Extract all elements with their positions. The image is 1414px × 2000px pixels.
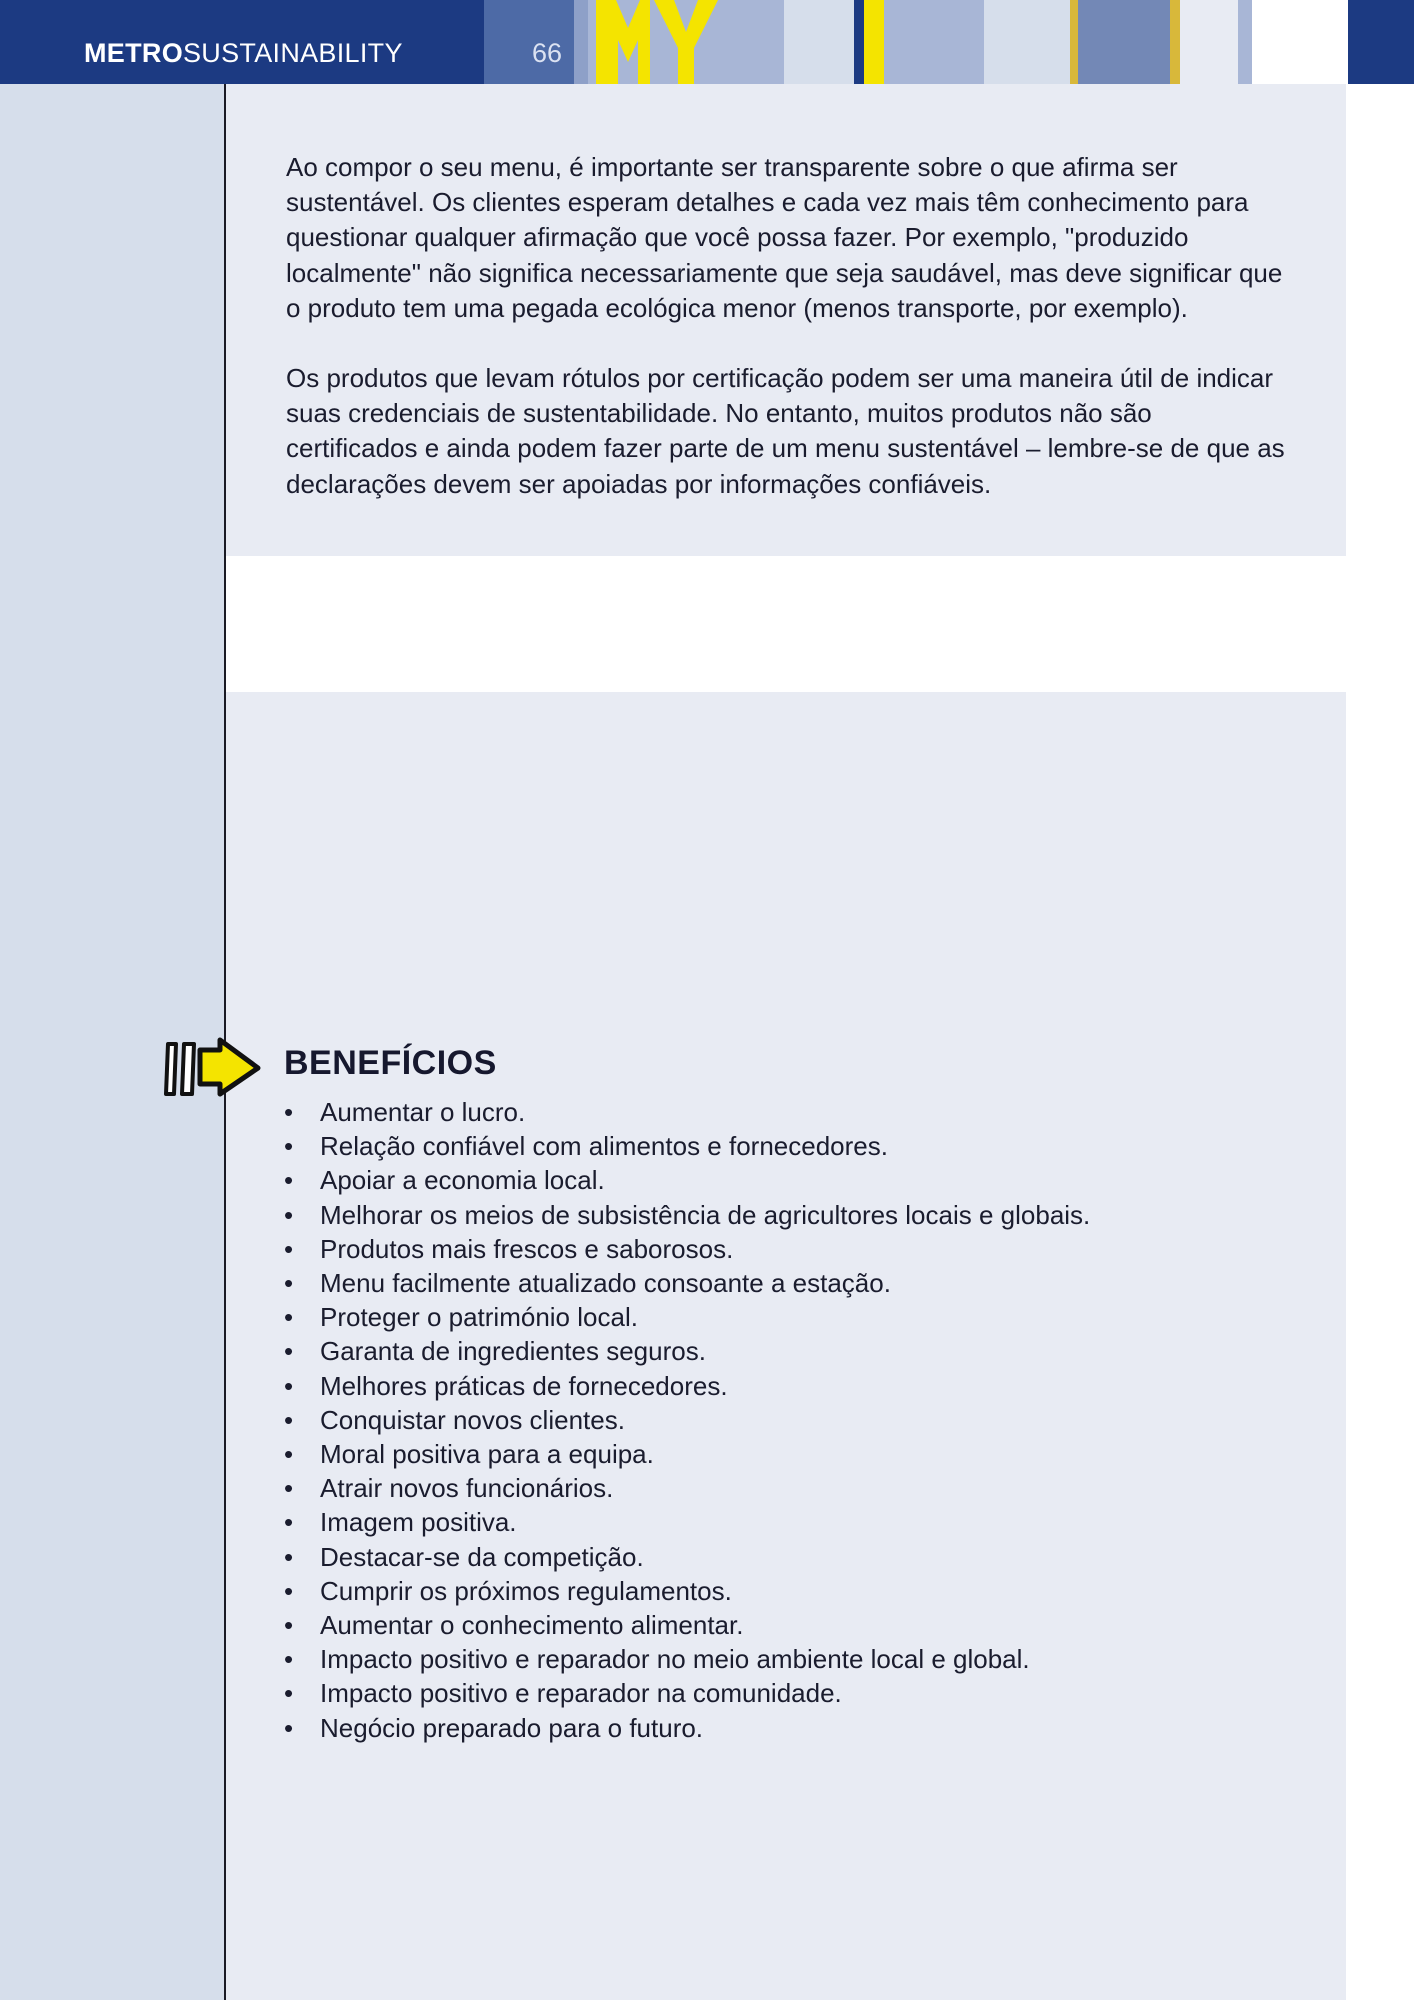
header-stripe <box>854 0 864 84</box>
intro-paragraph: Ao compor o seu menu, é importante ser transparente sobre o que afirma ser sustentável. Os clientes esperam detalhes e cada vez mais têm conhecimento para questionar qualquer afirmação que você possa fazer. Por exemplo, "produzido localmente" não significa necessariamente que seja saudável, mas deve significar que o produto tem uma pegada ecológica menor (menos transporte, por exemplo). <box>286 152 1283 323</box>
brand-sustainability: SUSTAINABILITY <box>183 38 403 68</box>
list-item: • Impacto positivo e reparador na comunidade. <box>284 1676 1164 1710</box>
list-item: • Atrair novos funcionários. <box>284 1471 1164 1505</box>
brand-logo <box>84 38 403 69</box>
header-stripe <box>864 0 884 84</box>
list-item: • Apoiar a economia local. <box>284 1163 1164 1197</box>
header-stripe <box>1170 0 1180 84</box>
list-item: • Cumprir os próximos regulamentos. <box>284 1574 1164 1608</box>
list-item: • Negócio preparado para o futuro. <box>284 1711 1164 1745</box>
header-stripe <box>884 0 984 84</box>
list-item: • Proteger o património local. <box>284 1300 1164 1334</box>
header-stripe <box>784 0 854 84</box>
page-number: 66 <box>532 38 563 68</box>
header-stripe <box>1238 0 1252 84</box>
list-item: • Aumentar o conhecimento alimentar. <box>284 1608 1164 1642</box>
header-stripe <box>1180 0 1238 84</box>
list-item: • Relação confiável com alimentos e fornecedores. <box>284 1129 1164 1163</box>
list-item: • Melhorar os meios de subsistência de agricultores locais e globais. <box>284 1198 1164 1232</box>
header-stripe <box>1078 0 1170 84</box>
header-stripe <box>1348 0 1414 84</box>
list-item: • Garanta de ingredientes seguros. <box>284 1334 1164 1368</box>
list-item: • Melhores práticas de fornecedores. <box>284 1369 1164 1403</box>
benefits-heading: BENEFÍCIOS <box>284 1044 497 1082</box>
list-item: • Impacto positivo e reparador no meio ambiente local e global. <box>284 1642 1164 1676</box>
header-stripe <box>1070 0 1078 84</box>
page-header <box>0 0 1414 84</box>
benefits-list <box>284 1095 1164 1745</box>
header-stripe <box>984 0 1070 84</box>
header-stripe <box>1252 0 1348 84</box>
header-stripe <box>574 0 588 84</box>
list-item: • Produtos mais frescos e saborosos. <box>284 1232 1164 1266</box>
list-item: • Destacar-se da competição. <box>284 1540 1164 1574</box>
list-item: • Aumentar o lucro. <box>284 1095 1164 1129</box>
header-stripe <box>720 0 784 84</box>
intro-paragraph: Os produtos que levam rótulos por certificação podem ser uma maneira útil de indicar suas credenciais de sustentabilidade. No entanto, muitos produtos não são certificados e ainda podem fazer parte de um menu sustentável – lembre-se de que as declarações devem ser apoiadas por informações confiáveis. <box>286 363 1285 499</box>
my-logo-graphic <box>588 0 720 84</box>
list-item: • Moral positiva para a equipa. <box>284 1437 1164 1471</box>
arrow-right-icon <box>160 1036 268 1100</box>
list-item: • Menu facilmente atualizado consoante a estação. <box>284 1266 1164 1300</box>
brand-metro: METRO <box>84 38 183 68</box>
list-item: • Conquistar novos clientes. <box>284 1403 1164 1437</box>
intro-text <box>286 150 1286 537</box>
list-item: • Imagem positiva. <box>284 1505 1164 1539</box>
